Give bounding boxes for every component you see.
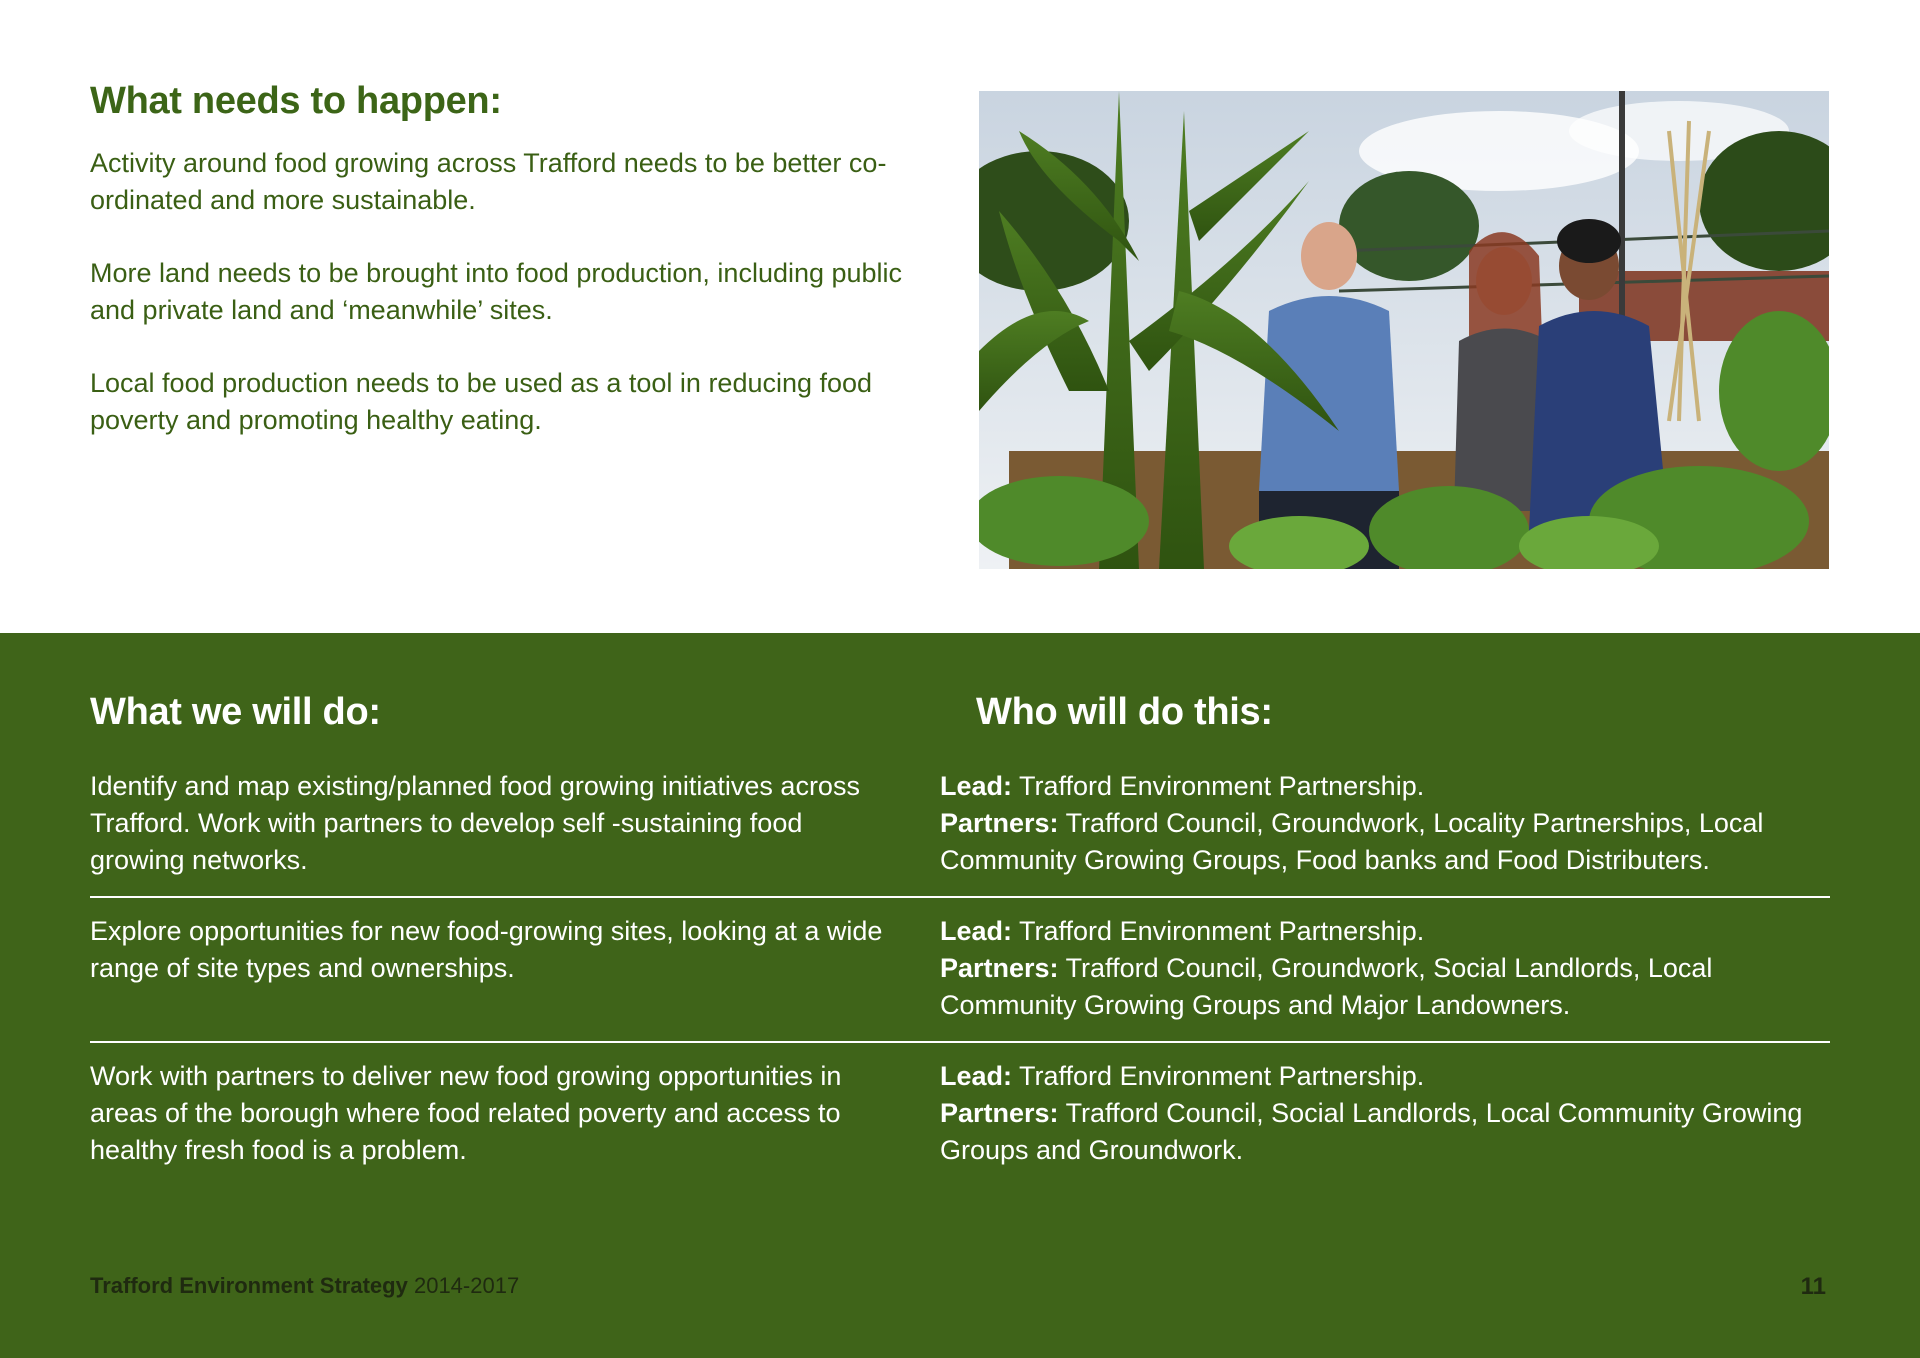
lead-value: Trafford Environment Partnership. — [1019, 1061, 1425, 1091]
responsibility — [940, 913, 1830, 1024]
row-divider — [90, 1041, 1830, 1043]
action-description: Identify and map existing/planned food growing initiatives across Trafford. Work with partners to develop self -sustaining food growing networks. — [90, 771, 860, 875]
lead-value: Trafford Environment Partnership. — [1019, 771, 1425, 801]
partners-value: Trafford Council, Groundwork, Locality Partnerships, Local Community Growing Groups, Food banks and Food Distributers. — [940, 808, 1764, 875]
partners-label: Partners: — [940, 1098, 1059, 1128]
action-description: Explore opportunities for new food-growing sites, looking at a wide range of site types and ownerships. — [90, 916, 883, 983]
lead-label: Lead: — [940, 1061, 1013, 1091]
responsibility — [940, 1058, 1830, 1169]
action-description: Work with partners to deliver new food growing opportunities in areas of the borough where food related poverty and access to healthy fresh food is a problem. — [90, 1061, 842, 1165]
row-divider — [90, 896, 1830, 898]
top-section — [0, 0, 1920, 633]
responsibility — [940, 768, 1830, 879]
partners-value: Trafford Council, Social Landlords, Local Community Growing Groups and Groundwork. — [940, 1098, 1803, 1165]
partners-label: Partners: — [940, 953, 1059, 983]
action-row — [90, 768, 1830, 879]
who-will-do-this-heading: Who will do this: — [976, 691, 1273, 733]
needs-section — [90, 80, 920, 475]
needs-paragraph: Activity around food growing across Trafford needs to be better co-ordinated and more sustainable. — [90, 148, 887, 215]
lead-label: Lead: — [940, 916, 1013, 946]
lead-value: Trafford Environment Partnership. — [1019, 916, 1425, 946]
partners-label: Partners: — [940, 808, 1059, 838]
what-we-will-do-heading: What we will do: — [90, 691, 381, 733]
action-row — [90, 913, 1830, 1024]
lead-label: Lead: — [940, 771, 1013, 801]
footer-strategy-name: Trafford Environment Strategy — [90, 1273, 408, 1298]
needs-heading: What needs to happen: — [90, 80, 502, 122]
community-garden-photo — [979, 91, 1829, 569]
page-number: 11 — [1800, 1273, 1826, 1300]
needs-paragraph: Local food production needs to be used as a tool in reducing food poverty and promoting healthy eating. — [90, 368, 873, 435]
footer-title — [90, 1273, 519, 1299]
needs-paragraph: More land needs to be brought into food production, including public and private land and ‘meanwhile’ sites. — [90, 258, 903, 325]
footer-years: 2014-2017 — [413, 1273, 520, 1298]
actions-table — [90, 768, 1830, 1169]
action-row — [90, 1058, 1830, 1169]
partners-value: Trafford Council, Groundwork, Social Landlords, Local Community Growing Groups and Major Landowners. — [940, 953, 1713, 1020]
actions-section — [0, 633, 1920, 1358]
